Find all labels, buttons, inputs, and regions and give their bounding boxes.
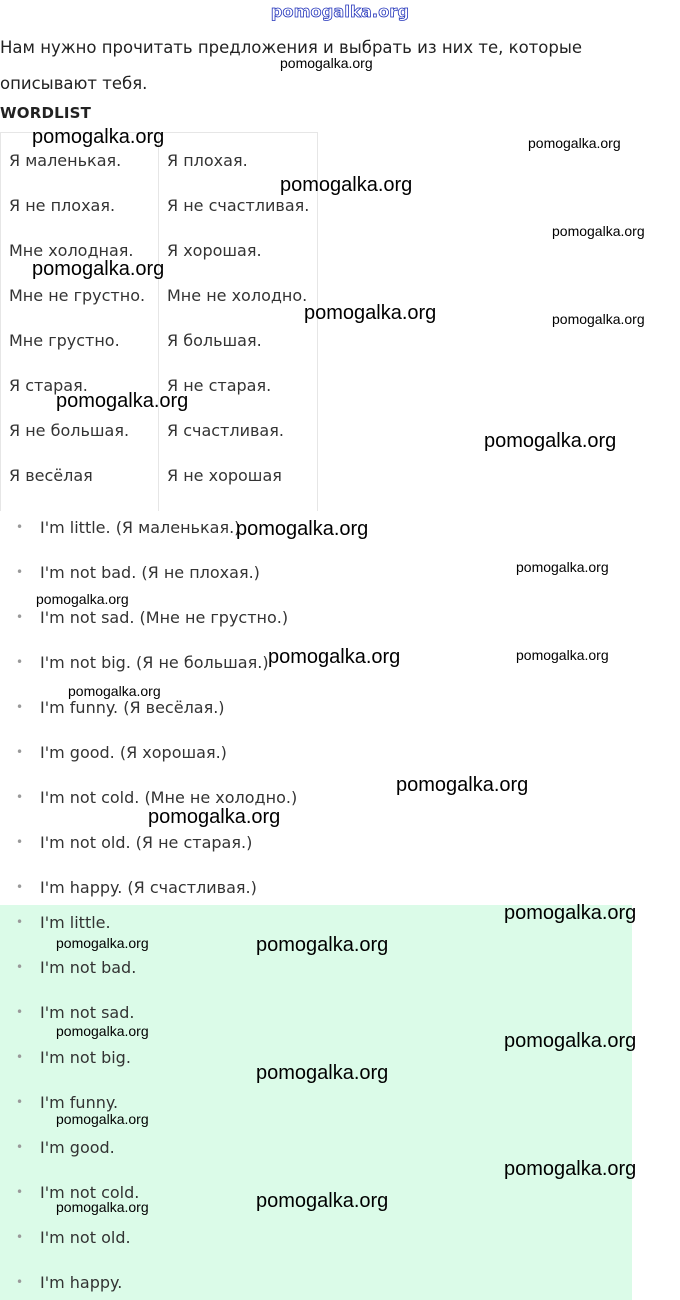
answer-item [16, 1048, 131, 1067]
watermark: pomogalka.org [504, 902, 637, 924]
watermark: pomogalka.org [56, 390, 189, 412]
bullet-icon: • [16, 655, 24, 669]
list-item [16, 833, 252, 852]
bullet-icon: • [16, 745, 24, 759]
answer-item [16, 1093, 118, 1112]
list-item [16, 608, 288, 627]
answer-item-text: I'm good. [40, 1138, 115, 1157]
answer-item-text: I'm not bad. [40, 958, 137, 977]
watermark: pomogalka.org [484, 430, 617, 452]
answer-item-text: I'm happy. [40, 1273, 123, 1292]
watermark: pomogalka.org [256, 1062, 389, 1084]
list-item [16, 743, 227, 762]
wordlist-right-cell: Я не старая. [167, 376, 272, 395]
answer-item-text: I'm not old. [40, 1228, 131, 1247]
watermark: pomogalka.org [256, 934, 389, 956]
watermark: pomogalka.org [268, 646, 401, 668]
list-item-text: I'm funny. (Я весёлая.) [40, 698, 225, 717]
watermark: pomogalka.org [396, 774, 529, 796]
bullet-icon: • [16, 1275, 24, 1289]
watermark: pomogalka.org [504, 1030, 637, 1052]
bullet-icon: • [16, 1230, 24, 1244]
bullet-icon: • [16, 1095, 24, 1109]
bullet-icon: • [16, 915, 24, 929]
wordlist-left-cell: Мне грустно. [9, 331, 120, 350]
answer-item-text: I'm not sad. [40, 1003, 135, 1022]
list-item [16, 698, 225, 717]
bullet-icon: • [16, 1005, 24, 1019]
column-divider [158, 133, 159, 511]
bullet-icon: • [16, 520, 24, 534]
wordlist-right-cell: Я счастливая. [167, 421, 284, 440]
list-item [16, 878, 257, 897]
watermark: pomogalka.org [504, 1158, 637, 1180]
wordlist-left-cell: Я маленькая. [9, 151, 122, 170]
wordlist-right-cell: Мне не холодно. [167, 286, 308, 305]
watermark: pomogalka.org [280, 55, 373, 71]
watermark: pomogalka.org [516, 647, 609, 663]
watermark: pomogalka.org [552, 223, 645, 239]
answer-item [16, 1228, 131, 1247]
list-item-text: I'm happy. (Я счастливая.) [40, 878, 257, 897]
wordlist-left-cell: Мне не грустно. [9, 286, 146, 305]
answer-item [16, 958, 136, 977]
watermark: pomogalka.org [68, 683, 161, 699]
wordlist-right-cell: Я не хорошая [167, 466, 282, 485]
answer-item-text: I'm little. [40, 913, 111, 932]
list-item-text: I'm not sad. (Мне не грустно.) [40, 608, 289, 627]
wordlist-left-cell: Я не большая. [9, 421, 130, 440]
wordlist-left-cell: Я не плохая. [9, 196, 116, 215]
bullet-icon: • [16, 1050, 24, 1064]
watermark: pomogalka.org [32, 126, 165, 148]
list-item-text: I'm not old. (Я не старая.) [40, 833, 253, 852]
bullet-icon: • [16, 610, 24, 624]
watermark: pomogalka.org [56, 935, 149, 951]
answer-item [16, 1003, 134, 1022]
wordlist-right-cell: Я плохая. [167, 151, 248, 170]
wordlist-left-cell: Мне холодная. [9, 241, 134, 260]
bullet-icon: • [16, 835, 24, 849]
wordlist-right-cell: Я большая. [167, 331, 262, 350]
list-item [16, 653, 269, 672]
bullet-icon: • [16, 700, 24, 714]
answer-item-text: I'm not cold. [40, 1183, 140, 1202]
watermark: pomogalka.org [516, 559, 609, 575]
bullet-icon: • [16, 880, 24, 894]
watermark: pomogalka.org [32, 258, 165, 280]
watermark: pomogalka.org [256, 1190, 389, 1212]
task-text: Нам нужно прочитать предложения и выбрать из них те, которые описывают тебя. [0, 38, 583, 93]
watermark: pomogalka.org [280, 174, 413, 196]
bullet-icon: • [16, 1185, 24, 1199]
bullet-icon: • [16, 1140, 24, 1154]
bullet-icon: • [16, 565, 24, 579]
watermark: pomogalka.org [56, 1111, 149, 1127]
watermark: pomogalka.org [56, 1199, 149, 1215]
answer-item-text: I'm funny. [40, 1093, 119, 1112]
list-item-text: I'm little. (Я маленькая.) [40, 518, 241, 537]
wordlist-left-cell: Я весёлая [9, 466, 93, 485]
list-item-text: I'm good. (Я хорошая.) [40, 743, 227, 762]
watermark: pomogalka.org [148, 806, 281, 828]
answer-item-text: I'm not big. [40, 1048, 131, 1067]
wordlist-right-cell: Я не счастливая. [167, 196, 310, 215]
answer-item [16, 1138, 115, 1157]
wordlist-left-cell: Я старая. [9, 376, 88, 395]
watermark: pomogalka.org [56, 1023, 149, 1039]
wordlist-right-cell: Я хорошая. [167, 241, 262, 260]
watermark: pomogalka.org [528, 135, 621, 151]
list-item-text: I'm not big. (Я не большая.) [40, 653, 269, 672]
wordlist-table [0, 132, 318, 511]
watermark: pomogalka.org [236, 518, 369, 540]
site-logo[interactable]: pomogalka.org [270, 2, 410, 21]
answer-item [16, 1273, 122, 1292]
list-item-text: I'm not cold. (Мне не холодно.) [40, 788, 298, 807]
answer-item [16, 913, 111, 932]
watermark: pomogalka.org [36, 591, 129, 607]
list-item [16, 788, 297, 807]
list-item-text: I'm not bad. (Я не плохая.) [40, 563, 260, 582]
list-item [16, 518, 240, 537]
wordlist-title: WORDLIST [0, 104, 92, 122]
bullet-icon: • [16, 790, 24, 804]
watermark: pomogalka.org [304, 302, 437, 324]
bullet-icon: • [16, 960, 24, 974]
watermark: pomogalka.org [552, 311, 645, 327]
list-item [16, 563, 260, 582]
